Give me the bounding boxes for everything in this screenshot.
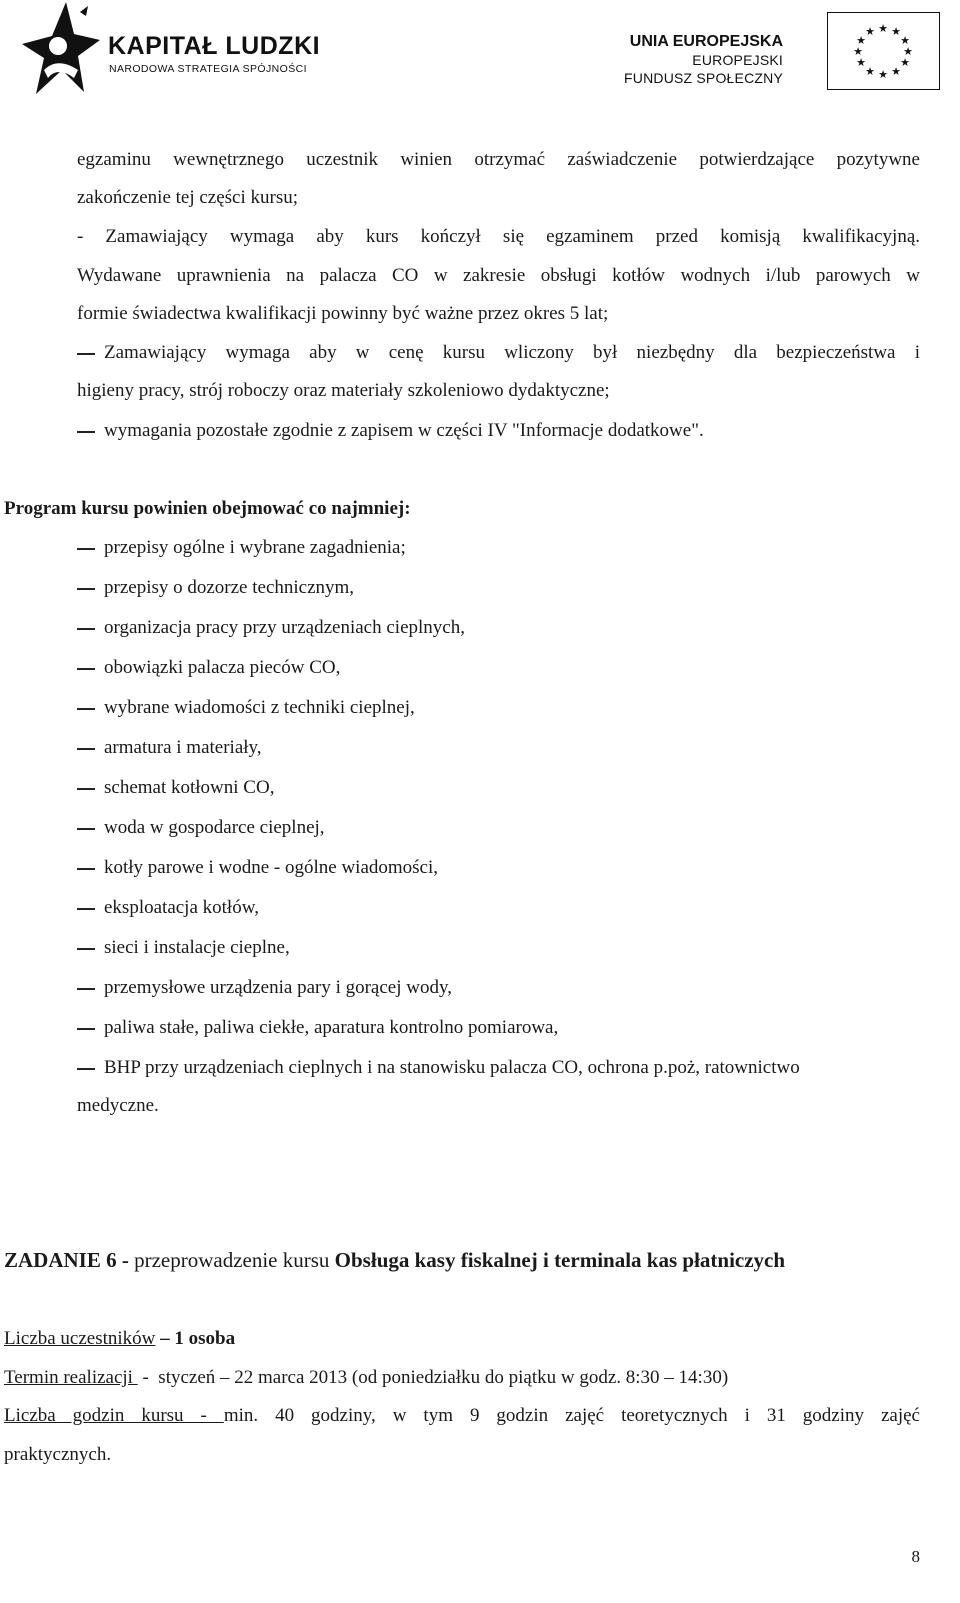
program-item-continuation: medyczne. bbox=[77, 1095, 159, 1116]
task-6-label: ZADANIE 6 - bbox=[4, 1248, 129, 1272]
svg-text:★: ★ bbox=[856, 56, 866, 69]
svg-text:★: ★ bbox=[853, 45, 863, 58]
program-item: kotły parowe i wodne - ogólne wiadomości, bbox=[104, 857, 439, 878]
svg-text:★: ★ bbox=[856, 34, 866, 47]
bullet-line: higieny pracy, strój roboczy oraz materiały szkoleniowo dydaktyczne; bbox=[77, 380, 610, 401]
page-header bbox=[0, 0, 960, 110]
svg-text:★: ★ bbox=[878, 68, 888, 81]
program-item: BHP przy urządzeniach cieplnych i na stanowisku palacza CO, ochrona p.poż, ratownictwo bbox=[104, 1057, 800, 1078]
paragraph-line: zakończenie tej części kursu; bbox=[77, 187, 299, 208]
eu-line-1: UNIA EUROPEJSKA bbox=[629, 33, 783, 50]
hours-line-continuation: praktycznych. bbox=[4, 1444, 112, 1465]
program-item: schemat kotłowni CO, bbox=[104, 777, 275, 798]
dash-bullet bbox=[77, 1068, 95, 1070]
dash-bullet bbox=[77, 988, 95, 990]
term-label: Termin realizacji bbox=[4, 1367, 138, 1388]
dash-bullet bbox=[77, 588, 95, 590]
program-item: przepisy o dozorze technicznym, bbox=[104, 577, 355, 598]
svg-text:★: ★ bbox=[865, 25, 875, 38]
program-item: sieci i instalacje cieplne, bbox=[104, 937, 290, 958]
program-item: organizacja pracy przy urządzeniach cieplnych, bbox=[104, 617, 465, 638]
program-item: eksploatacja kotłów, bbox=[104, 897, 259, 918]
dash-bullet bbox=[77, 628, 95, 630]
program-item: woda w gospodarce cieplnej, bbox=[104, 817, 325, 838]
participants-value: – 1 osoba bbox=[155, 1328, 236, 1349]
paragraph-line: - Zamawiający wymaga aby kurs kończył się egzaminem przed komisją kwalifikacyjną. bbox=[77, 226, 920, 247]
program-item: wybrane wiadomości z techniki cieplnej, bbox=[104, 697, 415, 718]
dash-bullet bbox=[77, 431, 95, 433]
hours-value: min. 40 godziny, w tym 9 godzin zajęć teoretycznych i 31 godziny zajęć bbox=[223, 1405, 920, 1426]
dash-bullet bbox=[77, 1028, 95, 1030]
dash-bullet bbox=[77, 668, 95, 670]
eu-logo bbox=[624, 12, 940, 92]
task-6-name: Obsługa kasy fiskalnej i terminala kas płatniczych bbox=[334, 1248, 786, 1272]
svg-text:★: ★ bbox=[891, 65, 901, 78]
svg-text:★: ★ bbox=[900, 56, 910, 69]
term-line bbox=[4, 1366, 728, 1390]
program-item: przemysłowe urządzenia pary i gorącej wody, bbox=[104, 977, 453, 998]
program-item: obowiązki palacza pieców CO, bbox=[104, 657, 341, 678]
program-item: armatura i materiały, bbox=[104, 737, 262, 758]
paragraph-line: formie świadectwa kwalifikacji powinny być ważne przez okres 5 lat; bbox=[77, 303, 609, 324]
bullet-line: Zamawiający wymaga aby w cenę kursu wliczony był niezbędny dla bezpieczeństwa i bbox=[104, 342, 920, 363]
participants-label: Liczba uczestników bbox=[4, 1328, 156, 1349]
paragraph-line: egzaminu wewnętrznego uczestnik winien otrzymać zaświadczenie potwierdzające pozytywne bbox=[77, 149, 920, 170]
hours-label: Liczba godzin kursu - bbox=[4, 1405, 224, 1426]
dash-bullet bbox=[77, 548, 95, 550]
program-item: przepisy ogólne i wybrane zagadnienia; bbox=[104, 537, 406, 558]
eu-flag-stars-icon bbox=[828, 13, 938, 88]
participants-line bbox=[4, 1327, 235, 1351]
dash-bullet bbox=[77, 708, 95, 710]
paragraph-line: Wydawane uprawnienia na palacza CO w zakresie obsługi kotłów wodnych i/lub parowych w bbox=[77, 265, 920, 286]
eu-line-3: FUNDUSZ SPOŁECZNY bbox=[624, 70, 783, 86]
eu-flag bbox=[827, 12, 940, 90]
dash-bullet bbox=[77, 908, 95, 910]
eu-logo-text bbox=[624, 32, 783, 87]
kapital-ludzki-title: KAPITAŁ LUDZKI bbox=[108, 32, 321, 60]
program-item: paliwa stałe, paliwa ciekłe, aparatura kontrolno pomiarowa, bbox=[104, 1017, 559, 1038]
dash-bullet bbox=[77, 828, 95, 830]
term-value: - styczeń – 22 marca 2013 (od poniedziałku do piątku w godz. 8:30 – 14:30) bbox=[137, 1367, 729, 1388]
eu-line-2: EUROPEJSKI bbox=[692, 52, 783, 68]
dash-bullet bbox=[77, 788, 95, 790]
kapital-ludzki-logo bbox=[22, 0, 362, 100]
kapital-ludzki-star-logo-icon bbox=[22, 0, 102, 100]
svg-text:★: ★ bbox=[865, 65, 875, 78]
program-heading: Program kursu powinien obejmować co najmniej: bbox=[4, 498, 411, 519]
hours-line bbox=[4, 1404, 920, 1428]
svg-text:★: ★ bbox=[903, 45, 913, 58]
kapital-ludzki-subtitle: NARODOWA STRATEGIA SPÓJNOŚCI bbox=[109, 63, 307, 75]
page-number: 8 bbox=[911, 1547, 920, 1566]
bullet-line: wymagania pozostałe zgodnie z zapisem w części IV "Informacje dodatkowe". bbox=[104, 420, 704, 441]
dash-bullet bbox=[77, 748, 95, 750]
dash-bullet bbox=[77, 353, 95, 355]
svg-text:★: ★ bbox=[900, 34, 910, 47]
task-6-heading bbox=[4, 1248, 785, 1272]
svg-text:★: ★ bbox=[891, 25, 901, 38]
svg-text:★: ★ bbox=[878, 22, 888, 35]
task-6-middle: przeprowadzenie kursu bbox=[128, 1248, 335, 1272]
dash-bullet bbox=[77, 948, 95, 950]
dash-bullet bbox=[77, 868, 95, 870]
